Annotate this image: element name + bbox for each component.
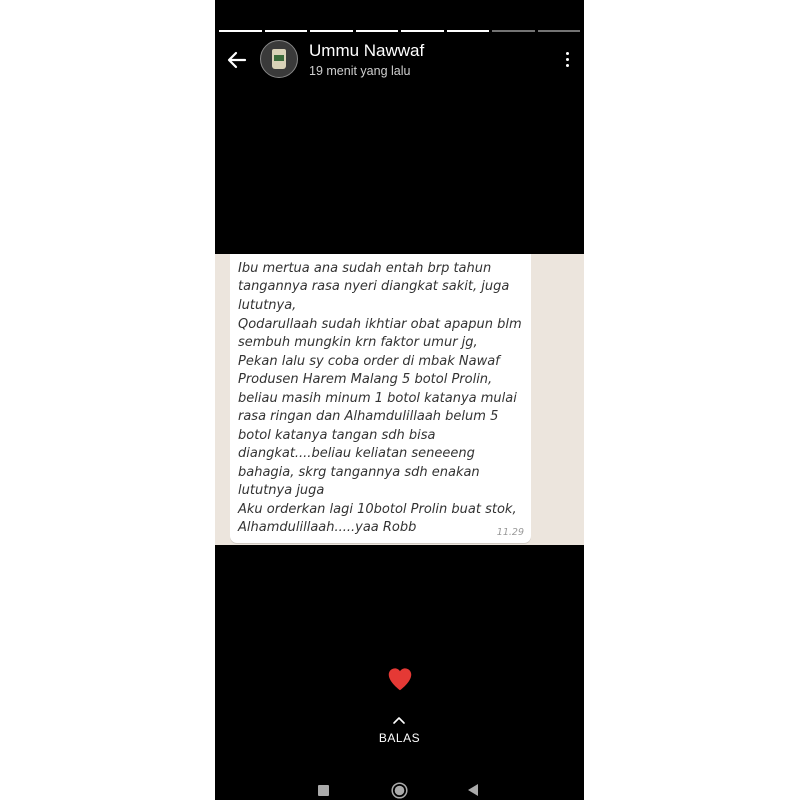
message-line: Aku orderkan lagi 10botol Prolin buat stok, <box>238 502 517 517</box>
avatar[interactable] <box>260 40 298 78</box>
reply-button[interactable]: BALAS <box>378 731 421 745</box>
message-line: diangkat....beliau keliatan seneeeng <box>238 446 475 461</box>
heart-icon[interactable] <box>385 664 415 694</box>
story-segment <box>265 30 308 32</box>
message-line: Produsen Harem Malang 5 botol Prolin, <box>238 372 493 387</box>
story-segment <box>356 30 399 32</box>
message-line: rasa ringan dan Alhamdulillaah belum 5 <box>238 409 499 424</box>
contact-name[interactable]: Ummu Nawwaf <box>309 41 425 60</box>
status-viewer <box>215 0 584 800</box>
message-line: Alhamdulillaah.....yaa Robb <box>238 520 417 535</box>
home-circle-icon[interactable] <box>391 782 408 799</box>
message-line: beliau masih minum 1 botol katanya mulai <box>238 391 517 406</box>
chevron-up-icon[interactable] <box>392 716 406 725</box>
message-line: lututnya, <box>238 298 297 313</box>
chat-screenshot <box>215 254 584 545</box>
message-bubble <box>230 254 531 543</box>
product-label-icon <box>274 55 284 61</box>
story-segment <box>492 30 535 32</box>
message-line: sembuh mungkin krn faktor umur jg, <box>238 335 478 350</box>
message-line: Pekan lalu sy coba order di mbak Nawaf <box>238 354 500 369</box>
story-segment <box>401 30 444 32</box>
back-arrow-icon[interactable] <box>225 48 249 72</box>
message-line: Ibu mertua ana sudah entah brp tahun <box>238 261 492 276</box>
recents-square-icon[interactable] <box>318 785 329 796</box>
message-line: lututnya juga <box>238 483 325 498</box>
message-line: bahagia, skrg tangannya sdh enakan <box>238 465 480 480</box>
story-segment <box>219 30 262 32</box>
story-segment <box>447 30 490 32</box>
story-progress-bar <box>219 30 580 33</box>
status-time: 19 menit yang lalu <box>309 64 411 78</box>
message-line: tangannya rasa nyeri diangkat sakit, juga <box>238 279 510 294</box>
message-line: Qodarullaah sudah ikhtiar obat apapun blm <box>238 317 522 332</box>
message-timestamp: 11.29 <box>496 527 524 538</box>
message-line: botol katanya tangan sdh bisa <box>238 428 436 443</box>
story-segment <box>538 30 581 32</box>
more-vertical-icon[interactable] <box>564 52 570 68</box>
nav-back-triangle-icon[interactable] <box>468 784 478 796</box>
status-header <box>215 38 584 82</box>
story-segment <box>310 30 353 32</box>
